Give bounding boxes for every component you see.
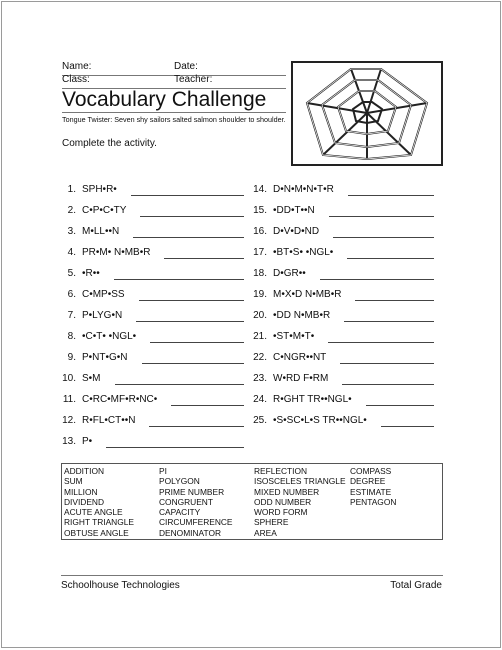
word-bank-item: ODD NUMBER: [254, 496, 312, 507]
question-clue: C•NGR••NT: [273, 352, 327, 363]
question-clue: P•NT•G•N: [82, 352, 128, 363]
answer-blank[interactable]: [133, 225, 244, 238]
question-clue: R•FL•CT••N: [82, 415, 136, 426]
word-bank-item: WORD FORM: [254, 507, 308, 518]
answer-blank[interactable]: [333, 225, 434, 238]
answer-blank[interactable]: [114, 267, 244, 280]
word-bank-item: CAPACITY: [159, 507, 201, 518]
word-bank-item: PRIME NUMBER: [159, 486, 225, 497]
question-clue: D•V•D•ND: [273, 226, 320, 237]
word-bank-item: CIRCUMFERENCE: [159, 517, 233, 528]
question-clue: M•X•D N•MB•R: [273, 289, 342, 300]
question-clue: PR•M• N•MB•R: [82, 247, 151, 258]
answer-blank[interactable]: [348, 183, 434, 196]
question-number: 8.: [67, 331, 76, 342]
question-number: 14.: [253, 184, 267, 195]
question-clue: W•RD F•RM: [273, 373, 329, 384]
answer-blank[interactable]: [139, 288, 244, 301]
teacher-label: Teacher:: [174, 74, 213, 85]
question-clue: •BT•S• •NGL•: [273, 247, 334, 258]
question-number: 24.: [253, 394, 267, 405]
question-clue: S•M: [82, 373, 101, 384]
question-clue: P•: [82, 436, 93, 447]
word-bank-item: DIVIDEND: [64, 496, 105, 507]
question-number: 21.: [253, 331, 267, 342]
word-bank-item: RIGHT TRIANGLE: [64, 517, 134, 528]
question-number: 18.: [253, 268, 267, 279]
word-bank-item: ISOSCELES TRIANGLE: [254, 476, 346, 487]
word-bank-item: ADDITION: [64, 466, 105, 476]
answer-blank[interactable]: [164, 246, 244, 259]
question-number: 5.: [67, 268, 76, 279]
word-bank-item: DENOMINATOR: [159, 527, 222, 538]
word-bank-column: [350, 466, 396, 507]
question-number: 19.: [253, 289, 267, 300]
question-clue: D•GR••: [273, 268, 306, 279]
worksheet-page: [1, 1, 501, 648]
tongue-twister: Tongue Twister: Seven shy sailors salted salmon shoulder to shoulder.: [62, 115, 286, 124]
footer-total-grade: Total Grade: [390, 580, 442, 591]
answer-blank[interactable]: [142, 351, 244, 364]
question-clue: M•LL••N: [82, 226, 120, 237]
word-bank: [61, 463, 443, 540]
question-number: 25.: [253, 415, 267, 426]
question-number: 1.: [67, 184, 76, 195]
answer-blank[interactable]: [355, 288, 434, 301]
instructions: Complete the activity.: [62, 138, 157, 149]
word-bank-item: SUM: [64, 476, 83, 487]
word-bank-item: REFLECTION: [254, 466, 308, 476]
word-bank-item: COMPASS: [350, 466, 392, 476]
spider-web-icon: [293, 63, 441, 164]
question-clue: •R••: [82, 268, 100, 279]
question-number: 22.: [253, 352, 267, 363]
question-number: 10.: [62, 373, 76, 384]
question-clue: SPH•R•: [82, 184, 117, 195]
word-bank-item: POLYGON: [159, 476, 200, 487]
word-bank-item: OBTUSE ANGLE: [64, 527, 129, 538]
answer-blank[interactable]: [381, 414, 434, 427]
answer-blank[interactable]: [150, 330, 244, 343]
answer-blank[interactable]: [340, 351, 434, 364]
word-bank-item: CONGRUENT: [159, 496, 213, 507]
date-label: Date:: [174, 61, 198, 72]
question-clue: C•P•C•TY: [82, 205, 127, 216]
question-number: 15.: [253, 205, 267, 216]
question-clue: D•N•M•N•T•R: [273, 184, 334, 195]
question-number: 7.: [67, 310, 76, 321]
word-bank-item: MIXED NUMBER: [254, 486, 320, 497]
question-clue: •DD N•MB•R: [273, 310, 331, 321]
word-bank-item: PI: [159, 466, 167, 476]
answer-blank[interactable]: [366, 393, 434, 406]
answer-blank[interactable]: [136, 309, 244, 322]
answer-blank[interactable]: [342, 372, 434, 385]
answer-blank[interactable]: [329, 204, 434, 217]
class-label: Class:: [62, 74, 90, 85]
word-bank-item: DEGREE: [350, 476, 386, 487]
question-number: 3.: [67, 226, 76, 237]
question-clue: R•GHT TR••NGL•: [273, 394, 352, 405]
question-number: 9.: [67, 352, 76, 363]
answer-blank[interactable]: [328, 330, 434, 343]
question-number: 20.: [253, 310, 267, 321]
page-title: Vocabulary Challenge: [62, 88, 286, 113]
question-number: 12.: [62, 415, 76, 426]
spider-web-image: [291, 61, 443, 166]
question-number: 13.: [62, 436, 76, 447]
question-number: 4.: [67, 247, 76, 258]
question-clue: •S•SC•L•S TR••NGL•: [273, 415, 367, 426]
class-teacher-row: [62, 74, 286, 89]
word-bank-item: SPHERE: [254, 517, 289, 528]
question-clue: •DD•T••N: [273, 205, 315, 216]
answer-blank[interactable]: [140, 204, 244, 217]
question-clue: •ST•M•T•: [273, 331, 315, 342]
word-bank-column: [254, 466, 346, 538]
answer-blank[interactable]: [131, 183, 244, 196]
word-bank-column: [159, 466, 233, 538]
answer-blank[interactable]: [347, 246, 434, 259]
answer-blank[interactable]: [149, 414, 244, 427]
word-bank-item: ACUTE ANGLE: [64, 507, 123, 518]
question-clue: •C•T• •NGL•: [82, 331, 137, 342]
word-bank-item: PENTAGON: [350, 496, 397, 507]
question-number: 6.: [67, 289, 76, 300]
word-bank-column: [64, 466, 134, 538]
answer-blank[interactable]: [106, 435, 244, 448]
footer-divider: [61, 575, 443, 576]
word-bank-item: MILLION: [64, 486, 98, 497]
question-clue: P•LYG•N: [82, 310, 123, 321]
word-bank-item: AREA: [254, 527, 277, 538]
word-bank-item: ESTIMATE: [350, 486, 392, 497]
question-number: 23.: [253, 373, 267, 384]
question-number: 11.: [62, 394, 76, 405]
footer-publisher: Schoolhouse Technologies: [61, 580, 180, 591]
answer-blank[interactable]: [171, 393, 244, 406]
question-number: 16.: [253, 226, 267, 237]
name-label: Name:: [62, 61, 92, 72]
question-number: 2.: [67, 205, 76, 216]
answer-blank[interactable]: [320, 267, 434, 280]
answer-blank[interactable]: [344, 309, 434, 322]
question-number: 17.: [253, 247, 267, 258]
question-clue: C•MP•SS: [82, 289, 125, 300]
question-clue: C•RC•MF•R•NC•: [82, 394, 158, 405]
answer-blank[interactable]: [115, 372, 244, 385]
